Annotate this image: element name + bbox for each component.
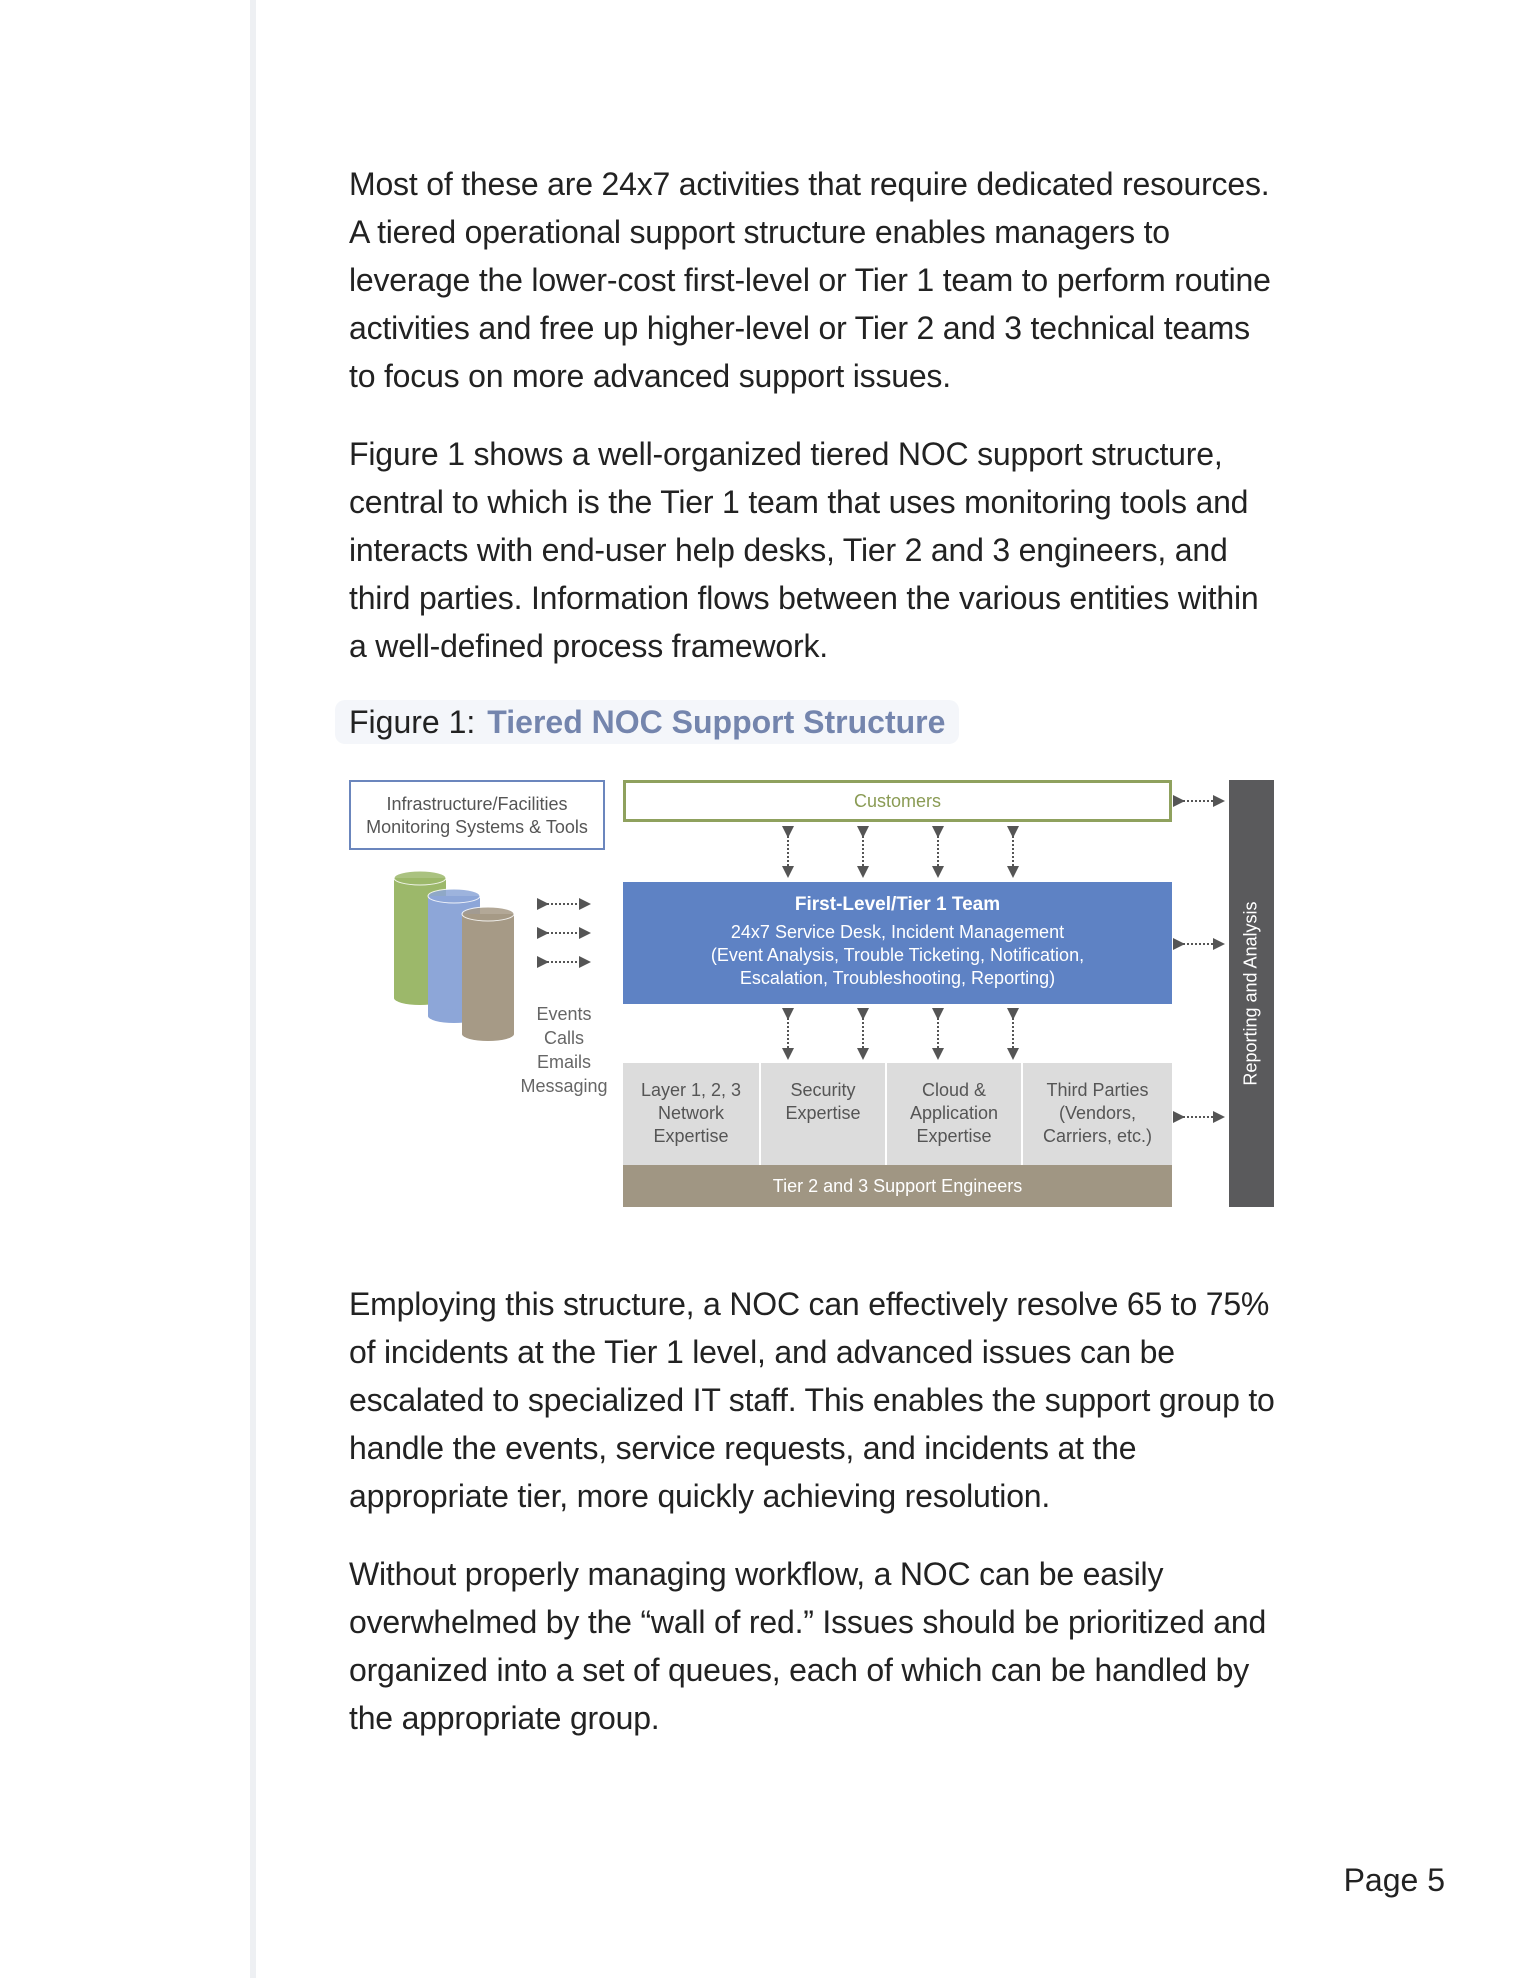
flow-arrows-icon: [349, 780, 1274, 1210]
cell-line: Expertise: [653, 1126, 729, 1146]
noc-structure-diagram: [349, 780, 1274, 1210]
figure-label: Figure 1:: [349, 704, 476, 740]
cell-line: Application: [909, 1103, 999, 1123]
figure-title: Tiered NOC Support Structure: [487, 704, 946, 740]
page-number: Page 5: [1343, 1862, 1445, 1898]
cell-line: Carriers, etc.): [1042, 1126, 1152, 1146]
cell-line: (Vendors,: [1058, 1103, 1137, 1123]
infra-line-1: Infrastructure/Facilities: [386, 794, 568, 814]
reporting-label: Reporting and Analysis: [1241, 901, 1261, 1086]
customers-box: Customers: [623, 780, 1172, 822]
paragraph-3: Employing this structure, a NOC can effectively resolve 65 to 75% of incidents at the Tier 1 level, and advanced issues can be escalated to specialized IT staff. This enables the support group to handle the events, service requests, and incidents at the appropriate tier, more quickly achieving resolution.: [349, 1286, 1275, 1514]
cell-line: Third Parties: [1046, 1080, 1149, 1100]
cell-line: Security: [790, 1080, 856, 1100]
event-line: Events: [536, 1004, 592, 1024]
cell-line: Expertise: [785, 1103, 861, 1123]
tier2-engineers-bar: Tier 2 and 3 Support Engineers: [623, 1165, 1172, 1207]
page-left-rule: [250, 0, 256, 1978]
tier1-line-2: (Event Analysis, Trouble Ticketing, Notification,: [710, 945, 1085, 965]
paragraph-1: Most of these are 24x7 activities that require dedicated resources. A tiered operational support structure enables managers to leverage the lower-cost first-level or Tier 1 team to perform routine activities and free up higher-level or Tier 2 and 3 technical teams to focus on more advanced support issues.: [349, 166, 1271, 394]
paragraph-4: Without properly managing workflow, a NOC can be easily overwhelmed by the “wall of red.” Issues should be prioritized and organized into a set of queues, each of which can be handled by the appropriate group.: [349, 1556, 1267, 1736]
cell-line: Layer 1, 2, 3: [640, 1080, 742, 1100]
paragraph-2: Figure 1 shows a well-organized tiered NOC support structure, central to which is the Tier 1 team that uses monitoring tools and interacts with end-user help desks, Tier 2 and 3 engineers, and third parties. Information flows between the various entities within a well-defined process framework.: [349, 436, 1259, 664]
tier1-line-1: 24x7 Service Desk, Incident Management: [730, 922, 1065, 942]
cell-line: Cloud &: [921, 1080, 987, 1100]
event-line: Messaging: [520, 1076, 608, 1096]
tier1-line-3: Escalation, Troubleshooting, Reporting): [739, 968, 1056, 988]
cell-line: Expertise: [916, 1126, 992, 1146]
event-line: Calls: [543, 1028, 584, 1048]
figure-caption: [335, 700, 959, 744]
cell-line: Network: [657, 1103, 724, 1123]
infra-line-2: Monitoring Systems & Tools: [366, 817, 588, 837]
tier1-title: First-Level/Tier 1 Team: [794, 894, 1001, 915]
event-line: Emails: [536, 1052, 591, 1072]
page-content: [349, 160, 1279, 1772]
